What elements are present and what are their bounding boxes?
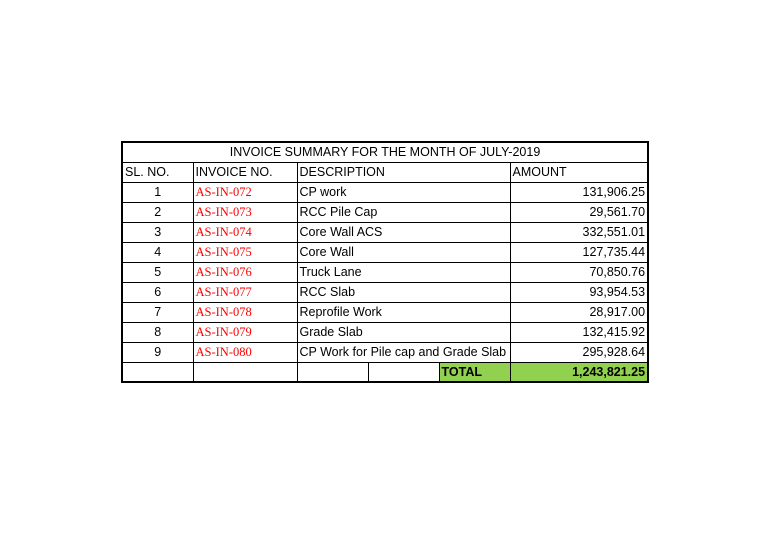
table-row — [122, 202, 648, 222]
amount-cell[interactable]: 127,735.44 — [510, 242, 648, 262]
amount-cell[interactable]: 132,415.92 — [510, 322, 648, 342]
total-value[interactable]: 1,243,821.25 — [510, 362, 648, 382]
amount-cell[interactable]: 93,954.53 — [510, 282, 648, 302]
amount-cell[interactable]: 295,928.64 — [510, 342, 648, 362]
amount-cell[interactable]: 29,561.70 — [510, 202, 648, 222]
sl-cell[interactable]: 4 — [122, 242, 193, 262]
header-sl-no[interactable]: SL. NO. — [122, 162, 193, 182]
sl-cell[interactable]: 7 — [122, 302, 193, 322]
total-label[interactable]: TOTAL — [439, 362, 510, 382]
amount-cell[interactable]: 131,906.25 — [510, 182, 648, 202]
sl-cell[interactable]: 6 — [122, 282, 193, 302]
sl-cell[interactable]: 2 — [122, 202, 193, 222]
description-cell[interactable]: Core Wall — [297, 242, 510, 262]
table-row — [122, 282, 648, 302]
invoice-summary-table — [121, 141, 649, 383]
table-row — [122, 262, 648, 282]
invoice-cell[interactable]: AS-IN-076 — [193, 262, 297, 282]
sl-cell[interactable]: 3 — [122, 222, 193, 242]
header-description[interactable]: DESCRIPTION — [297, 162, 510, 182]
empty-cell[interactable] — [368, 362, 439, 382]
table-title[interactable]: INVOICE SUMMARY FOR THE MONTH OF JULY-2019 — [122, 142, 648, 162]
amount-cell[interactable]: 70,850.76 — [510, 262, 648, 282]
header-amount[interactable]: AMOUNT — [510, 162, 648, 182]
empty-cell[interactable] — [122, 362, 193, 382]
invoice-cell[interactable]: AS-IN-078 — [193, 302, 297, 322]
table-row — [122, 342, 648, 362]
amount-cell[interactable]: 28,917.00 — [510, 302, 648, 322]
invoice-cell[interactable]: AS-IN-074 — [193, 222, 297, 242]
description-cell[interactable]: CP work — [297, 182, 510, 202]
description-cell[interactable]: Grade Slab — [297, 322, 510, 342]
table-row — [122, 322, 648, 342]
description-cell[interactable]: Core Wall ACS — [297, 222, 510, 242]
description-cell[interactable]: CP Work for Pile cap and Grade Slab — [297, 342, 510, 362]
description-cell[interactable]: Reprofile Work — [297, 302, 510, 322]
header-row — [122, 162, 648, 182]
table-row — [122, 222, 648, 242]
title-row — [122, 142, 648, 162]
header-invoice-no[interactable]: INVOICE NO. — [193, 162, 297, 182]
invoice-cell[interactable]: AS-IN-079 — [193, 322, 297, 342]
invoice-cell[interactable]: AS-IN-080 — [193, 342, 297, 362]
table-row — [122, 302, 648, 322]
invoice-cell[interactable]: AS-IN-077 — [193, 282, 297, 302]
empty-cell[interactable] — [193, 362, 297, 382]
invoice-cell[interactable]: AS-IN-072 — [193, 182, 297, 202]
sl-cell[interactable]: 1 — [122, 182, 193, 202]
description-cell[interactable]: RCC Pile Cap — [297, 202, 510, 222]
description-cell[interactable]: Truck Lane — [297, 262, 510, 282]
sl-cell[interactable]: 8 — [122, 322, 193, 342]
invoice-cell[interactable]: AS-IN-075 — [193, 242, 297, 262]
description-cell[interactable]: RCC Slab — [297, 282, 510, 302]
empty-cell[interactable] — [297, 362, 368, 382]
sl-cell[interactable]: 5 — [122, 262, 193, 282]
invoice-cell[interactable]: AS-IN-073 — [193, 202, 297, 222]
amount-cell[interactable]: 332,551.01 — [510, 222, 648, 242]
table-row — [122, 182, 648, 202]
total-row — [122, 362, 648, 382]
table-row — [122, 242, 648, 262]
sl-cell[interactable]: 9 — [122, 342, 193, 362]
